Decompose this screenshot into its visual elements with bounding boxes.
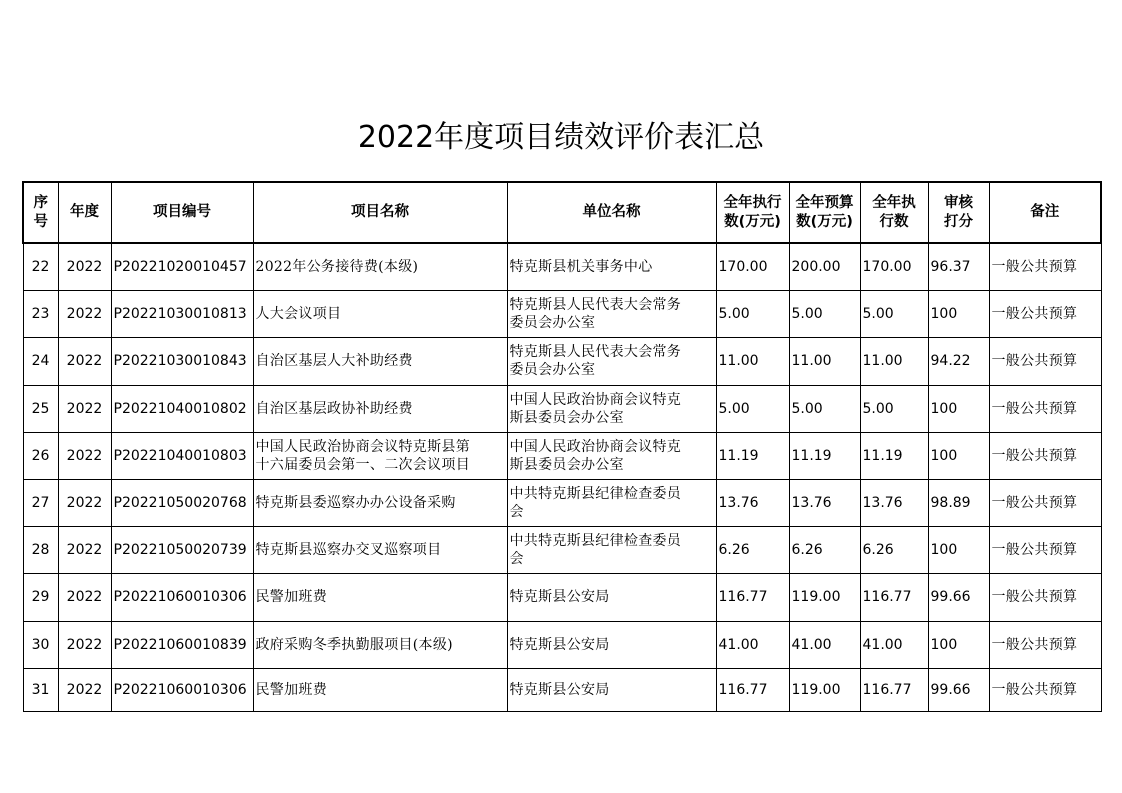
cell-budget: 119.00: [789, 668, 860, 711]
table-row: [23, 479, 1101, 526]
header-budget: [789, 182, 860, 243]
cell-exec-count: 116.77: [860, 668, 928, 711]
cell-year: 2022: [58, 291, 111, 338]
cell-unit-name: [507, 385, 716, 432]
cell-score: 100: [928, 527, 989, 574]
cell-project-name: [253, 291, 507, 338]
cell-score: 94.22: [928, 338, 989, 385]
cell-seq: 30: [23, 621, 58, 668]
header-year: 年度: [58, 182, 111, 243]
cell-project-code: P20221060010306: [111, 574, 253, 621]
cell-year: 2022: [58, 385, 111, 432]
cell-project-name-line: 民警加班费: [255, 589, 327, 606]
cell-seq: 29: [23, 574, 58, 621]
cell-seq: 22: [23, 243, 58, 291]
cell-remark: 一般公共预算: [989, 668, 1101, 711]
cell-project-code: P20221060010839: [111, 621, 253, 668]
header-exec-count: [860, 182, 928, 243]
cell-unit-name-line: 委员会办公室: [509, 362, 596, 379]
cell-score: 100: [928, 385, 989, 432]
cell-seq: 25: [23, 385, 58, 432]
cell-year: 2022: [58, 479, 111, 526]
cell-unit-name: [507, 621, 716, 668]
cell-remark: 一般公共预算: [989, 243, 1101, 291]
cell-remark: 一般公共预算: [989, 621, 1101, 668]
cell-project-name: [253, 432, 507, 479]
cell-budget: 41.00: [789, 621, 860, 668]
cell-seq: 26: [23, 432, 58, 479]
cell-budget: 6.26: [789, 527, 860, 574]
header-score-line-1: 审核: [944, 194, 973, 211]
cell-unit-name-line: 特克斯县公安局: [509, 589, 610, 606]
cell-budget: 13.76: [789, 479, 860, 526]
cell-executed: 170.00: [716, 243, 789, 291]
cell-project-code: P20221060010306: [111, 668, 253, 711]
cell-project-name-line: 特克斯县巡察办交叉巡察项目: [255, 542, 442, 559]
cell-exec-count: 11.19: [860, 432, 928, 479]
cell-unit-name: [507, 243, 716, 291]
performance-summary-table: [22, 181, 1102, 712]
cell-year: 2022: [58, 527, 111, 574]
cell-budget: 11.19: [789, 432, 860, 479]
cell-remark: 一般公共预算: [989, 385, 1101, 432]
cell-project-code: P20221040010803: [111, 432, 253, 479]
cell-budget: 5.00: [789, 291, 860, 338]
cell-unit-name-line: 斯县委员会办公室: [509, 456, 624, 473]
cell-remark: 一般公共预算: [989, 527, 1101, 574]
table-row: [23, 385, 1101, 432]
cell-unit-name-line: 会: [509, 551, 524, 568]
cell-project-name: [253, 527, 507, 574]
cell-unit-name-line: 斯县委员会办公室: [509, 409, 624, 426]
cell-seq: 24: [23, 338, 58, 385]
cell-exec-count: 6.26: [860, 527, 928, 574]
header-exec-count-line-1: 全年执: [872, 194, 916, 211]
cell-unit-name-line: 特克斯县机关事务中心: [509, 259, 653, 276]
cell-project-name: [253, 479, 507, 526]
cell-unit-name-line: 特克斯县公安局: [509, 636, 610, 653]
cell-score: 99.66: [928, 668, 989, 711]
cell-remark: 一般公共预算: [989, 338, 1101, 385]
cell-year: 2022: [58, 338, 111, 385]
cell-exec-count: 13.76: [860, 479, 928, 526]
cell-exec-count: 11.00: [860, 338, 928, 385]
cell-exec-count: 5.00: [860, 385, 928, 432]
cell-unit-name: [507, 574, 716, 621]
header-unit-name: 单位名称: [507, 182, 716, 243]
cell-exec-count: 5.00: [860, 291, 928, 338]
header-project-name: 项目名称: [253, 182, 507, 243]
cell-seq: 23: [23, 291, 58, 338]
cell-project-name-line: 政府采购冬季执勤服项目(本级): [255, 636, 453, 653]
header-score: [928, 182, 989, 243]
cell-project-name-line: 十六届委员会第一、二次会议项目: [255, 456, 470, 473]
cell-seq: 27: [23, 479, 58, 526]
cell-unit-name: [507, 527, 716, 574]
cell-executed: 116.77: [716, 574, 789, 621]
header-seq: [23, 182, 58, 243]
cell-project-name: [253, 385, 507, 432]
cell-executed: 13.76: [716, 479, 789, 526]
table-body: [23, 243, 1101, 711]
cell-unit-name-line: 中共特克斯县纪律检查委员: [509, 486, 682, 503]
cell-project-name: [253, 243, 507, 291]
header-executed-line-1: 全年执行: [723, 194, 782, 211]
cell-project-name-line: 2022年公务接待费(本级): [255, 259, 419, 276]
header-remark: 备注: [989, 182, 1101, 243]
cell-executed: 116.77: [716, 668, 789, 711]
cell-project-name-line: 自治区基层政协补助经费: [255, 400, 413, 417]
cell-executed: 11.19: [716, 432, 789, 479]
cell-budget: 11.00: [789, 338, 860, 385]
cell-unit-name: [507, 668, 716, 711]
header-project-code: 项目编号: [111, 182, 253, 243]
cell-unit-name: [507, 432, 716, 479]
cell-score: 100: [928, 432, 989, 479]
header-seq-line-1: 序: [33, 194, 48, 211]
cell-project-code: P20221040010802: [111, 385, 253, 432]
cell-unit-name-line: 特克斯县公安局: [509, 681, 610, 698]
cell-exec-count: 41.00: [860, 621, 928, 668]
cell-executed: 5.00: [716, 291, 789, 338]
cell-project-code: P20221050020768: [111, 479, 253, 526]
table-row: [23, 574, 1101, 621]
header-executed: [716, 182, 789, 243]
cell-executed: 5.00: [716, 385, 789, 432]
cell-project-name: [253, 338, 507, 385]
cell-unit-name-line: 中共特克斯县纪律检查委员: [509, 533, 682, 550]
cell-unit-name-line: 中国人民政治协商会议特克: [509, 391, 682, 408]
cell-project-name-line: 特克斯县委巡察办办公设备采购: [255, 495, 456, 512]
table-row: [23, 527, 1101, 574]
cell-unit-name: [507, 338, 716, 385]
table-header: [23, 182, 1101, 243]
cell-remark: 一般公共预算: [989, 574, 1101, 621]
cell-unit-name-line: 中国人民政治协商会议特克: [509, 438, 682, 455]
cell-project-name-line: 民警加班费: [255, 681, 327, 698]
table-row: [23, 338, 1101, 385]
cell-project-name-line: 自治区基层人大补助经费: [255, 353, 413, 370]
cell-project-name: [253, 668, 507, 711]
cell-remark: 一般公共预算: [989, 432, 1101, 479]
cell-project-name-line: 人大会议项目: [255, 306, 342, 323]
cell-executed: 6.26: [716, 527, 789, 574]
table-row: [23, 432, 1101, 479]
cell-budget: 200.00: [789, 243, 860, 291]
cell-seq: 31: [23, 668, 58, 711]
header-budget-line-1: 全年预算: [795, 194, 854, 211]
header-score-line-2: 打分: [944, 213, 973, 230]
table-row: [23, 291, 1101, 338]
cell-budget: 119.00: [789, 574, 860, 621]
page-title: 2022年度项目绩效评价表汇总: [357, 120, 765, 155]
table-row: [23, 621, 1101, 668]
cell-unit-name-line: 特克斯县人民代表大会常务: [509, 297, 682, 314]
cell-score: 100: [928, 291, 989, 338]
header-exec-count-line-2: 行数: [879, 213, 909, 230]
cell-project-name: [253, 574, 507, 621]
cell-unit-name: [507, 291, 716, 338]
cell-year: 2022: [58, 432, 111, 479]
cell-project-code: P20221030010843: [111, 338, 253, 385]
cell-budget: 5.00: [789, 385, 860, 432]
cell-score: 100: [928, 621, 989, 668]
cell-unit-name: [507, 479, 716, 526]
cell-remark: 一般公共预算: [989, 479, 1101, 526]
cell-unit-name-line: 特克斯县人民代表大会常务: [509, 344, 682, 361]
header-seq-line-2: 号: [33, 213, 48, 230]
cell-project-name-line: 中国人民政治协商会议特克斯县第: [255, 438, 470, 455]
cell-year: 2022: [58, 621, 111, 668]
cell-exec-count: 116.77: [860, 574, 928, 621]
cell-year: 2022: [58, 243, 111, 291]
cell-score: 99.66: [928, 574, 989, 621]
cell-exec-count: 170.00: [860, 243, 928, 291]
cell-executed: 11.00: [716, 338, 789, 385]
cell-remark: 一般公共预算: [989, 291, 1101, 338]
header-row: [23, 182, 1101, 243]
cell-project-code: P20221020010457: [111, 243, 253, 291]
header-budget-line-2: 数(万元): [796, 213, 853, 230]
table-row: [23, 668, 1101, 711]
cell-project-name: [253, 621, 507, 668]
cell-year: 2022: [58, 574, 111, 621]
cell-executed: 41.00: [716, 621, 789, 668]
cell-score: 98.89: [928, 479, 989, 526]
cell-unit-name-line: 会: [509, 504, 524, 521]
cell-seq: 28: [23, 527, 58, 574]
cell-unit-name-line: 委员会办公室: [509, 315, 596, 332]
cell-project-code: P20221050020739: [111, 527, 253, 574]
cell-score: 96.37: [928, 243, 989, 291]
table-row: [23, 243, 1101, 291]
cell-project-code: P20221030010813: [111, 291, 253, 338]
header-executed-line-2: 数(万元): [724, 213, 781, 230]
cell-year: 2022: [58, 668, 111, 711]
